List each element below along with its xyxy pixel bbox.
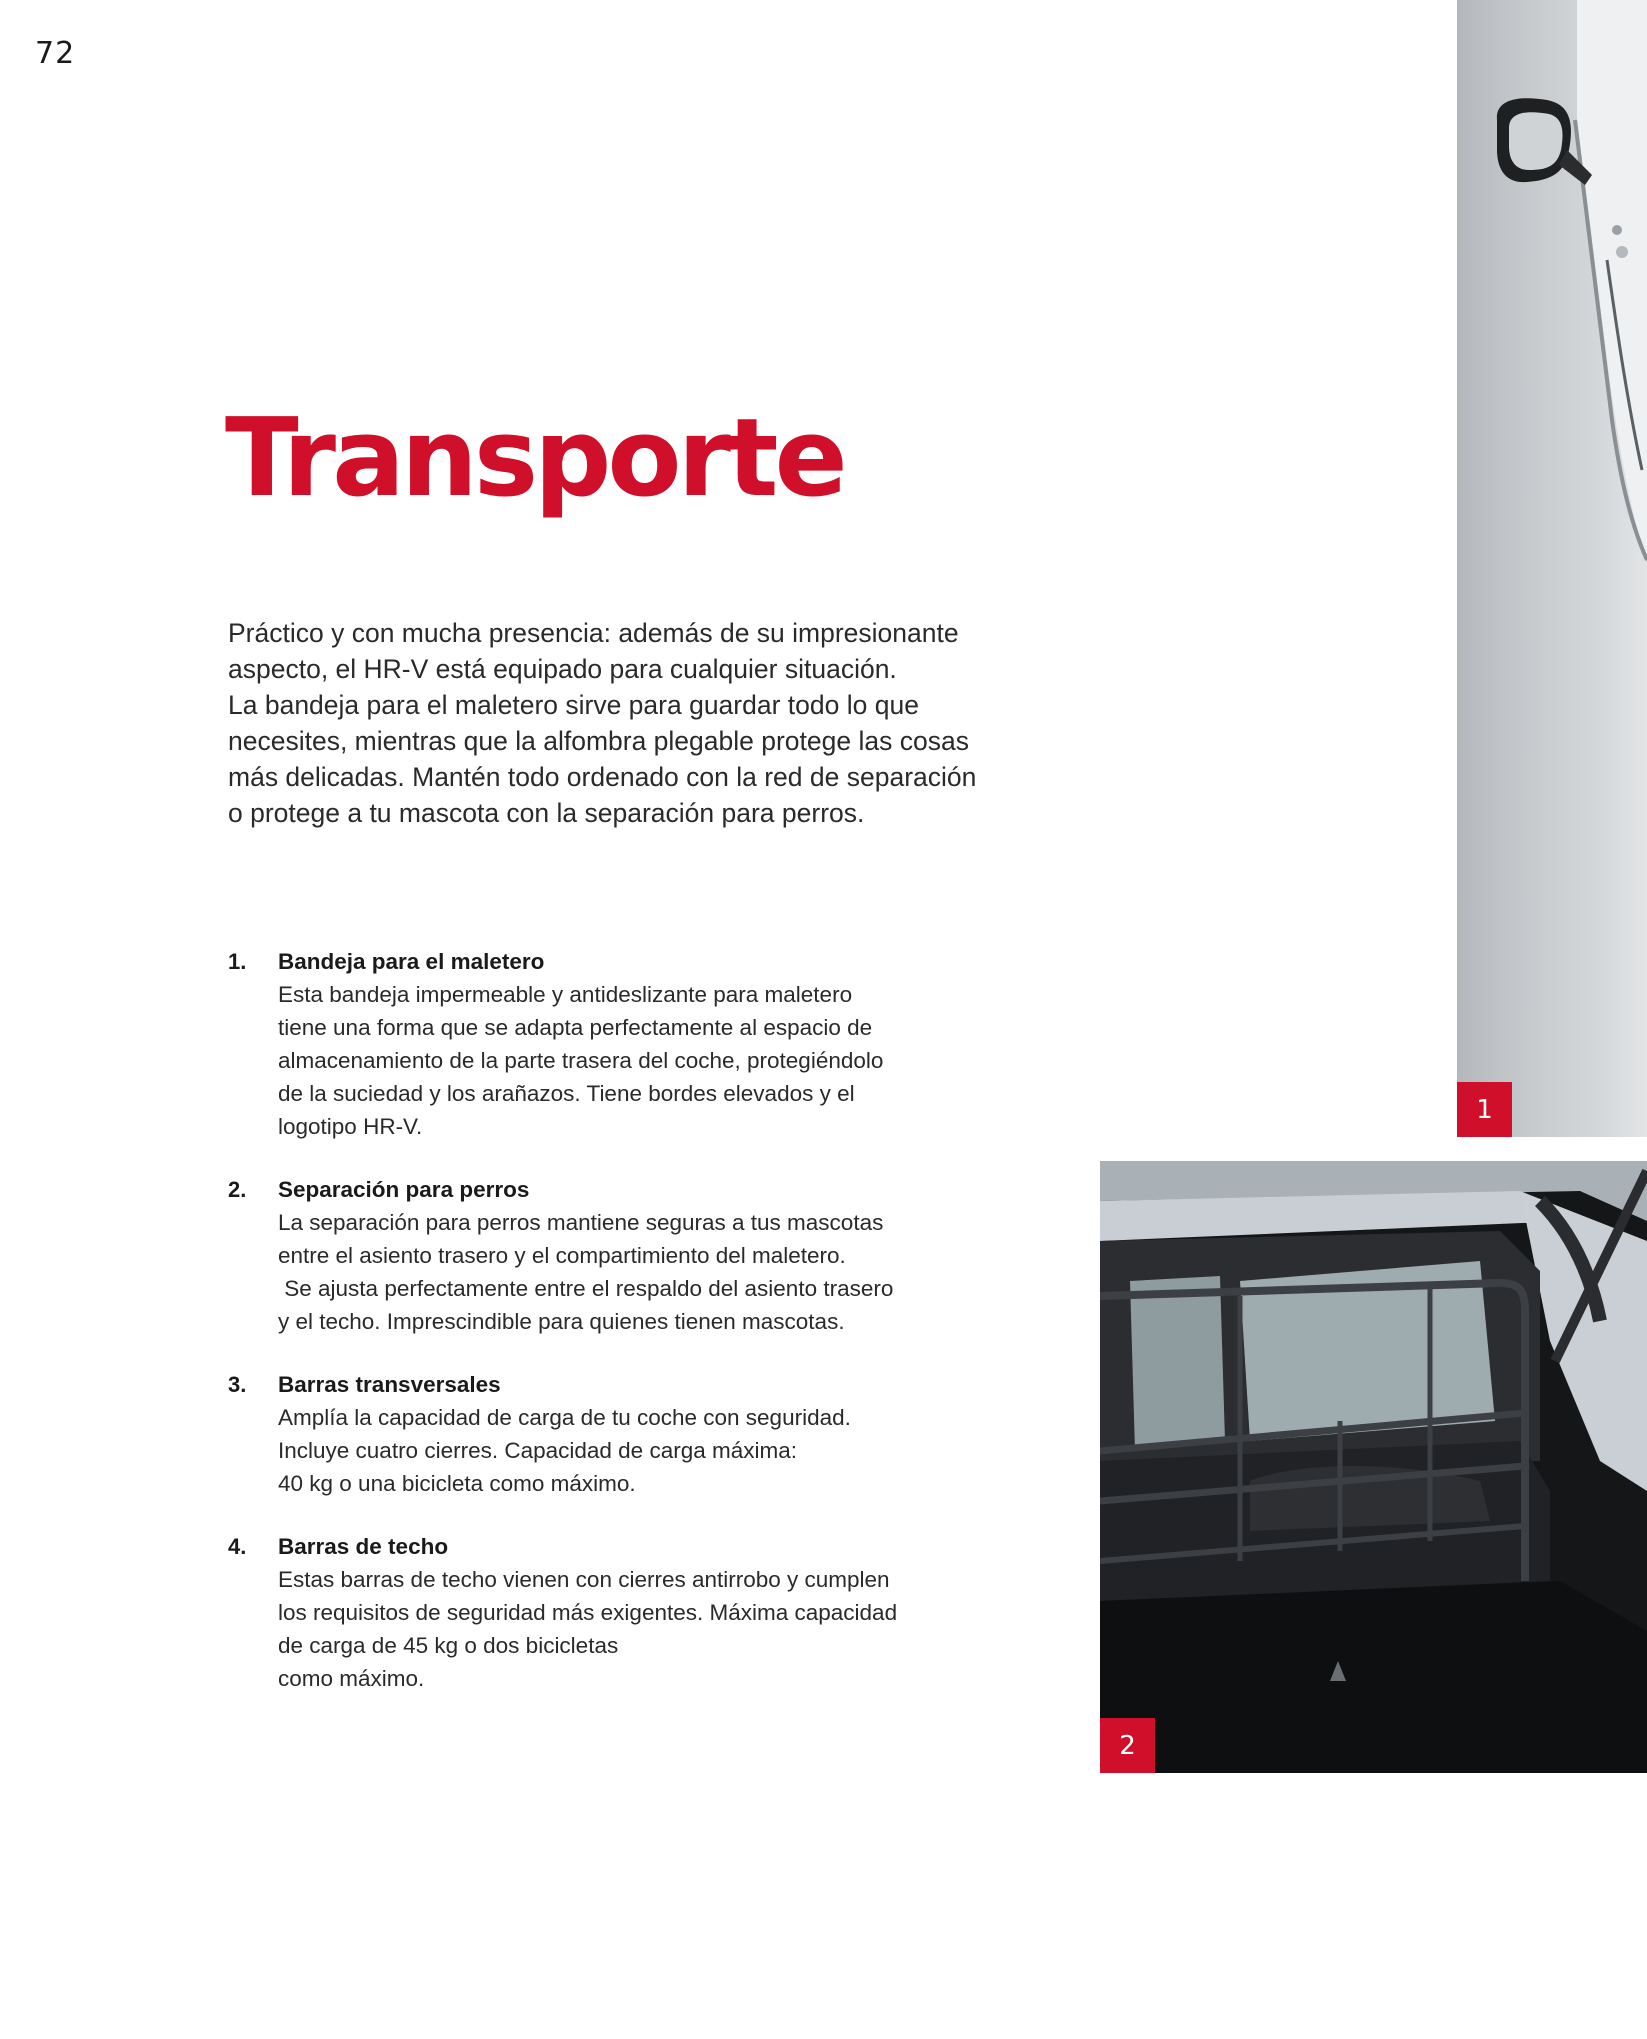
item-title: Bandeja para el maletero [278,949,545,974]
item-line: Incluye cuatro cierres. Capacidad de carga máxima: [278,1438,797,1463]
item-line: Se ajusta perfectamente entre el respaldo del asiento trasero [278,1276,894,1301]
car-side-illustration [1457,0,1647,1137]
item-line: La separación para perros mantiene seguras a tus mascotas [278,1210,884,1235]
item-number: 4. [228,1534,247,1559]
item-line: tiene una forma que se adapta perfectamente al espacio de [278,1015,873,1040]
item-line: Amplía la capacidad de carga de tu coche con seguridad. [278,1405,851,1430]
item-number: 1. [228,949,247,974]
accessory-list [228,945,1008,1725]
item-description [278,1206,1008,1338]
item-number: 3. [228,1372,247,1397]
item-line: de la suciedad y los arañazos. Tiene bordes elevados y el [278,1081,855,1106]
intro-line: más delicadas. Mantén todo ordenado con la red de separación [228,762,977,792]
intro-paragraph [228,615,1048,831]
intro-line: La bandeja para el maletero sirve para guardar todo lo que [228,690,919,720]
page-number: 72 [35,36,76,71]
list-item-cross-bars [228,1368,1008,1500]
intro-line: aspecto, el HR-V está equipado para cualquier situación. [228,654,897,684]
item-title: Barras transversales [278,1372,501,1397]
photo-number-badge: 2 [1100,1718,1155,1773]
item-title: Separación para perros [278,1177,530,1202]
item-line: y el techo. Imprescindible para quienes tienen mascotas. [278,1309,845,1334]
intro-line: Práctico y con mucha presencia: además de su impresionante [228,618,959,648]
list-item-roof-bars [228,1530,1008,1695]
item-line: almacenamiento de la parte trasera del coche, protegiéndolo [278,1048,884,1073]
item-line: entre el asiento trasero y el compartimiento del maletero. [278,1243,846,1268]
item-line: de carga de 45 kg o dos bicicletas [278,1633,619,1658]
boot-interior-illustration [1100,1161,1647,1773]
car-side-photo [1457,0,1647,1137]
item-line: 40 kg o una bicicleta como máximo. [278,1471,636,1496]
item-line: logotipo HR-V. [278,1114,423,1139]
item-number: 2. [228,1177,247,1202]
photo-number-badge: 1 [1457,1082,1512,1137]
item-description [278,1401,1008,1500]
dog-guard-photo [1100,1161,1647,1773]
item-line: Estas barras de techo vienen con cierres antirrobo y cumplen [278,1567,890,1592]
list-item-dog-guard [228,1173,1008,1338]
item-description [278,978,1008,1143]
item-title: Barras de techo [278,1534,449,1559]
page-title: Transporte [225,396,844,521]
item-description [278,1563,1008,1695]
item-line: como máximo. [278,1666,425,1691]
intro-line: necesites, mientras que la alfombra plegable protege las cosas [228,726,969,756]
list-item-boot-tray [228,945,1008,1143]
item-line: los requisitos de seguridad más exigentes. Máxima capacidad [278,1600,898,1625]
intro-line: o protege a tu mascota con la separación para perros. [228,798,865,828]
item-line: Esta bandeja impermeable y antideslizante para maletero [278,982,853,1007]
